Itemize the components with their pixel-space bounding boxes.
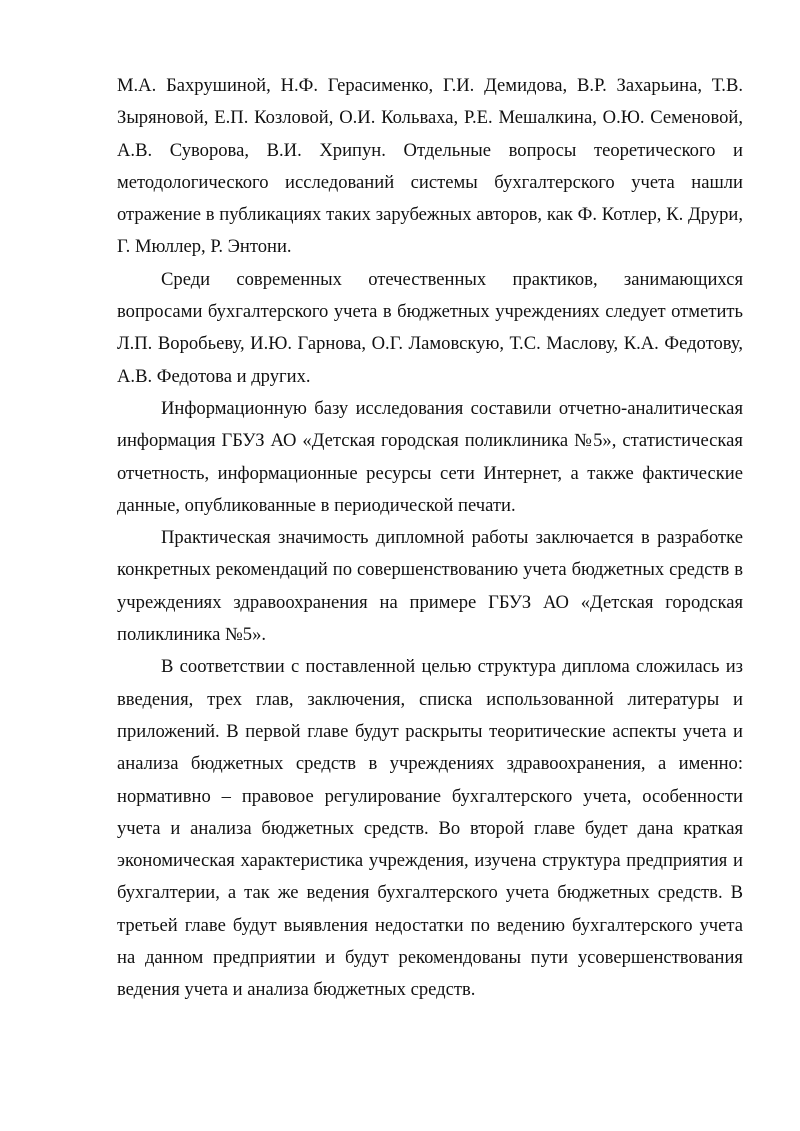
paragraph-practitioners: Среди современных отечественных практиков, занимающихся вопросами бухгалтерского учета в бюджетных учреждениях следует отметить Л.П. Воробьеву, И.Ю. Гарнова, О.Г. Ламовскую, Т.С. Маслову, К.А. Федотову, А.В. Федотова и других. xyxy=(117,268,743,387)
paragraph-structure: В соответствии с поставленной целью структура диплома сложилась из введения, трех глав, заключения, списка использованной литературы и приложений. В первой главе будут раскрыты теоритические аспекты учета и анализа бюджетных средств в учреждениях здравоохранения, а именно: нормативно – правовое регулирование бухгалтерского учета, особенности учета и анализа бюджетных средств. Во второй главе будет дана краткая экономическая характеристика учреждения, изучена структура предприятия и бухгалтерии, а так же ведения бухгалтерского учета бюджетных средств. В третьей главе будут выявления недостатки по ведению бухгалтерского учета на данном предприятии и будут рекомендованы пути усовершенствования ведения учета и анализа бюджетных средств. xyxy=(117,656,743,1001)
paragraph-information-base: Информационную базу исследования составили отчетно-аналитическая информация ГБУЗ АО «Детская городская поликлиника №5», статистическая отчетность, информационные ресурсы сети Интернет, а также фактические данные, опубликованные в периодической печати. xyxy=(117,397,743,516)
paragraph-authors-continuation: М.А. Бахрушиной, Н.Ф. Герасименко, Г.И. Демидова, В.Р. Захарьина, Т.В. Зыряновой, Е.П. Козловой, О.И. Кольваха, Р.Е. Мешалкина, О.Ю. Семеновой, А.В. Суворова, В.И. Хрипун. Отдельные вопросы теоретического и методологического исследований системы бухгалтерского учета нашли отражение в публикациях таких зарубежных авторов, как Ф. Котлер, К. Друри, Г. Мюллер, Р. Энтони. xyxy=(117,75,743,258)
document-page xyxy=(117,70,743,1007)
paragraph-practical-significance: Практическая значимость дипломной работы заключается в разработке конкретных рекомендаций по совершенствованию учета бюджетных средств в учреждениях здравоохранения на примере ГБУЗ АО «Детская городская поликлиника №5». xyxy=(117,527,743,646)
